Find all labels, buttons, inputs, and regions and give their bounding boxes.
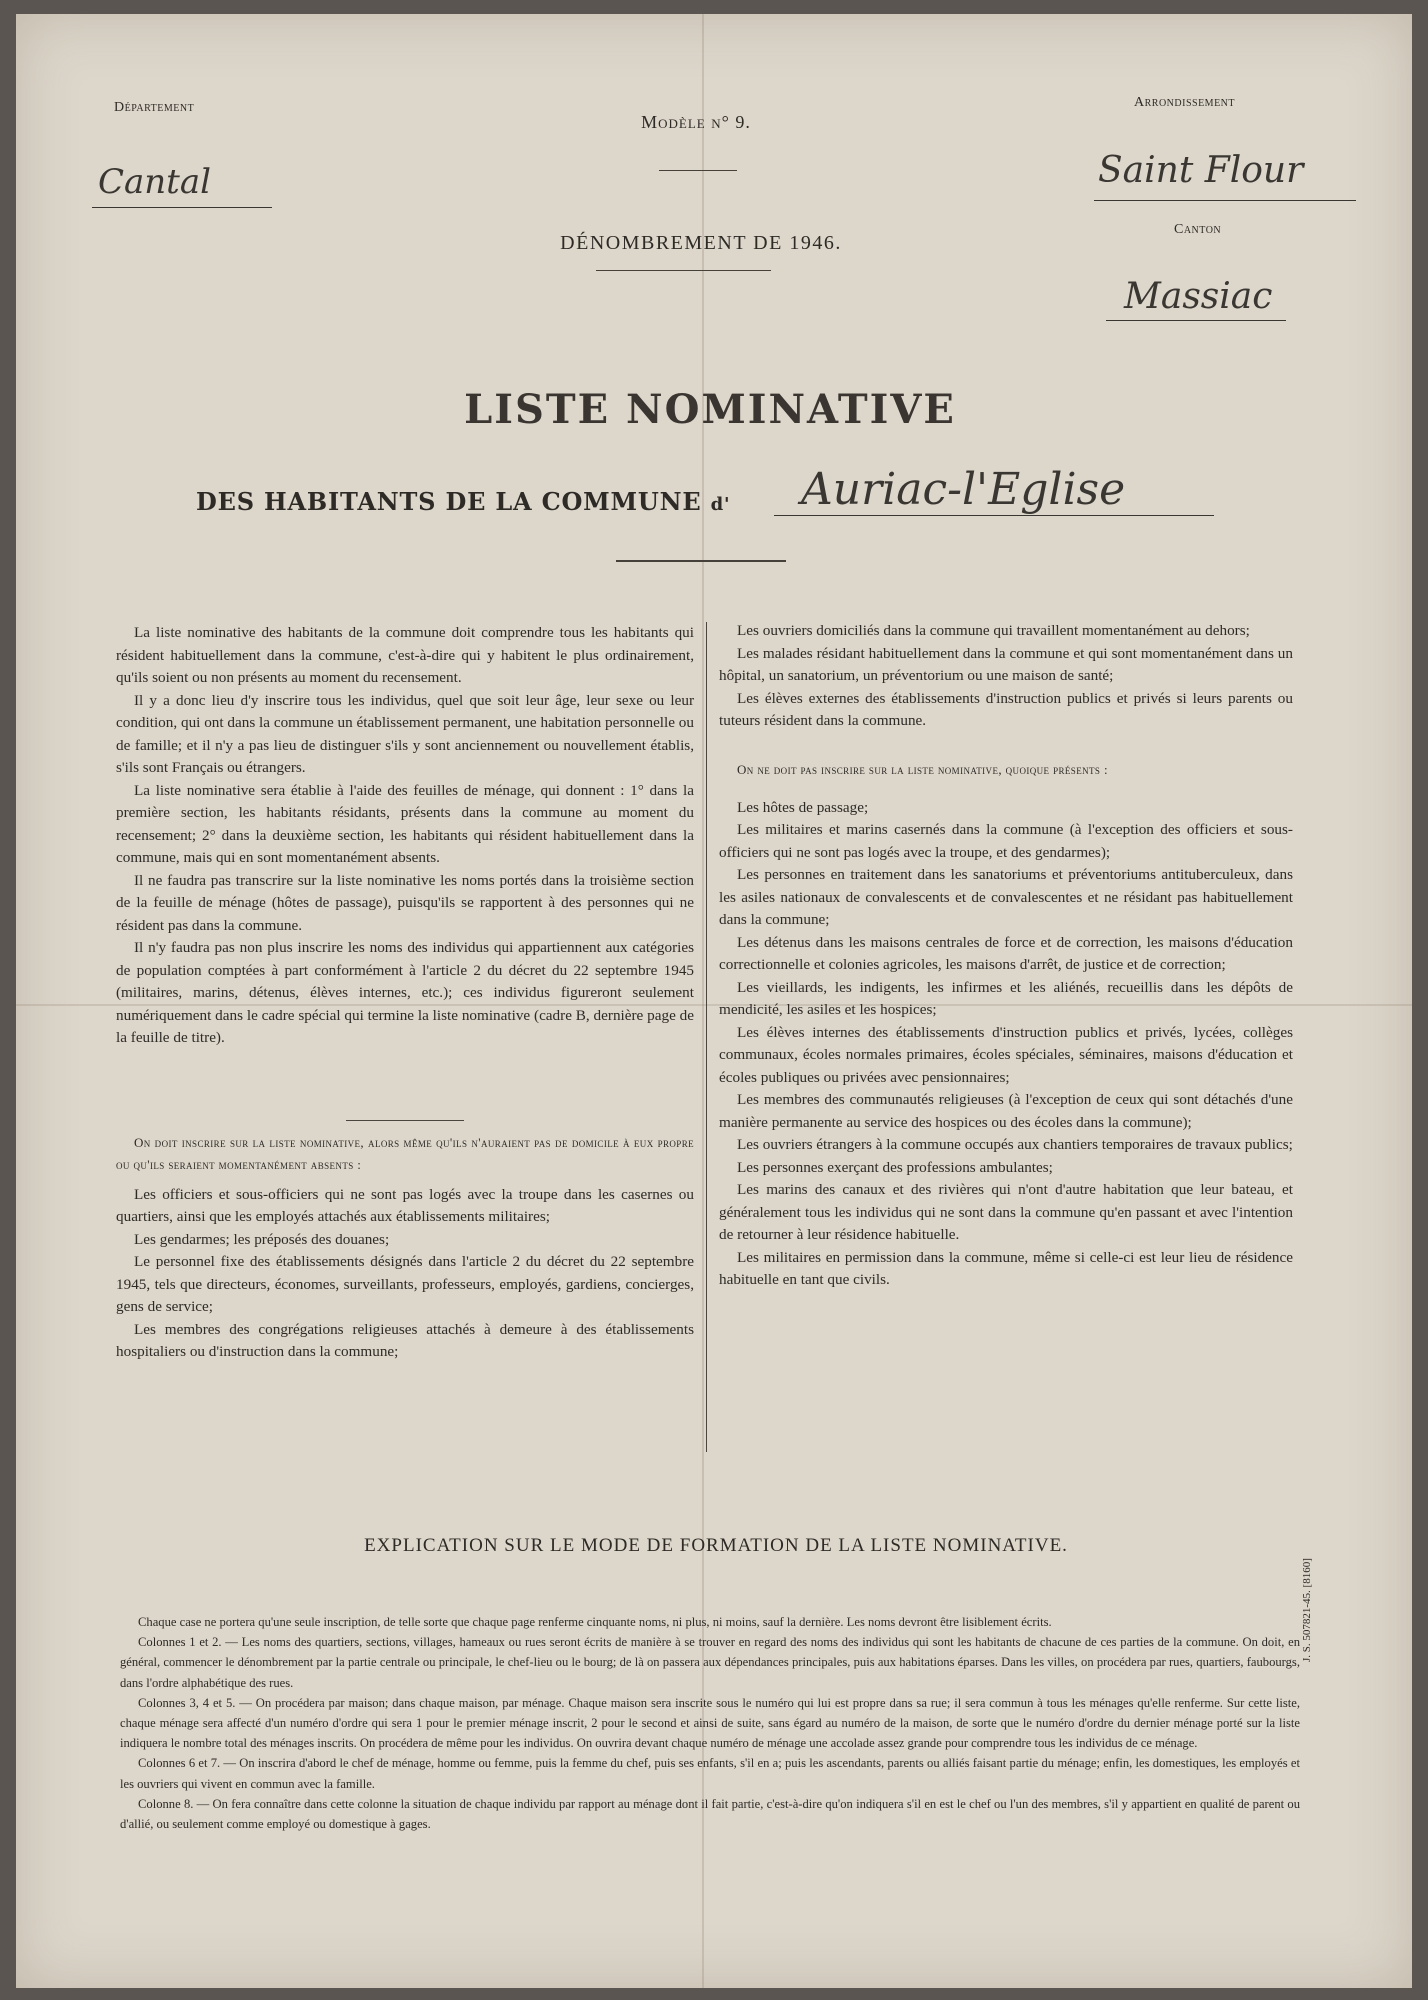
arrondissement-label: Arrondissement [1134,95,1236,110]
explication-paragraph-2: Colonnes 1 et 2. — Les noms des quartiers, sections, villages, hameaux ou rues seront écrits de manière à se trouver en regard des noms des individus qui sont les habitants de chacune de ces parties de la commune. On doit, en général, commencer le dénombrement par la partie centrale ou principale, le chef-lieu ou le bourg; de là on passera aux dépendances principales, puis aux habitations éparses. Dans les villes, on procédera par rues, quartiers, faubourgs, dans l'ordre alphabétique des rues. [120,1635,1300,1690]
departement-underline [92,207,272,208]
canton-handwritten: Massiac [1124,276,1273,317]
commune-handwritten: Auriac-l'Eglise [801,464,1126,515]
right-item-top-1: Les ouvriers domiciliés dans la commune qui travaillent momentanément au dehors; [737,622,1250,639]
right-item-top-3: Les élèves externes des établissements d'instruction publics et privés si leurs parents ou tuteurs résident dans la commune. [719,689,1293,729]
left-paragraph-2: Il y a donc lieu d'y inscrire tous les individus, quel que soit leur âge, leur sexe ou leur condition, qui ont dans la commune un établissement permanent, une habitation personnelle ou de famille; et il n'y a pas lieu de distinguer s'ils y sont anciennement ou nouvellement établis, s'ils sont Français ou étrangers. [116,691,694,776]
commune-underline [774,515,1214,516]
left-paragraph-5: Il n'y faudra pas non plus inscrire les noms des individus qui appartiennent aux catégories de population comptées à part conformément à l'article 2 du décret du 22 septembre 1945 (militaires, marins, détenus, élèves internes, etc.); ces individus figureront seulement numériquement dans le cadre spécial qui termine la liste nominative (cadre B, dernière page de la feuille de titre). [116,939,694,1046]
explication-paragraph-1: Chaque case ne portera qu'une seule inscription, de telle sorte que chaque page renferme cinquante noms, ni plus, ni moins, sauf la dernière. Les noms devront être lisiblement écrits. [138,1615,1052,1629]
right-item-1: Les hôtes de passage; [737,798,869,816]
left-paragraph-4: Il ne faudra pas transcrire sur la liste nominative les noms portés dans la troisième section de la feuille de ménage (hôtes de passage), puisqu'ils se rapportent à des personnes qui ne résident pas dans la commune. [116,871,694,934]
census-sheet [16,14,1412,1988]
left-item-1: Les officiers et sous-officiers qui ne sont pas logés avec la troupe dans les casernes ou quartiers, ainsi que les employés attachés aux établissements militaires; [116,1185,694,1225]
right-item-10: Les marins des canaux et des rivières qui n'ont d'autre habitation que leur bateau, et généralement tous les individus qui ne sont dans la commune qu'en passant et avec l'intention de retourner à leur résidence habituelle. [719,1181,1293,1243]
right-column [719,620,1293,1292]
denombrement-heading: DÉNOMBREMENT DE 1946. [560,232,842,254]
document-subtitle [196,487,730,516]
subtitle-text: DES HABITANTS DE LA COMMUNE [196,487,702,516]
left-column [116,622,694,1364]
explication-paragraph-4: Colonnes 6 et 7. — On inscrira d'abord le chef de ménage, homme ou femme, puis la femme du chef, puis ses enfants, s'il en a; puis les ascendants, parents ou alliés faisant partie du ménage; enfin, les domestiques, les employés et les ouvriers qui vivent en commun avec la famille. [120,1756,1300,1791]
right-item-7: Les membres des communautés religieuses (à l'exception de ceux qui sont détachés d'une manière permanente au service des hospices ou des écoles dans la commune); [719,1091,1293,1131]
right-heading-gap [719,781,1293,797]
explication-paragraph-3: Colonnes 3, 4 et 5. — On procédera par maison; dans chaque maison, par ménage. Chaque maison sera inscrite sous le numéro qui lui est propre dans sa rue; il sera commun à tous les ménages qu'elle renferme. Sur cette liste, chaque ménage sera affecté d'un numéro d'ordre qui sera 1 pour le premier ménage inscrit, 2 pour le second et ainsi de suite, sans égard au numéro de la maison, de sorte que le numéro d'ordre du dernier ménage porté sur la liste indiquera le nombre total des ménages inscrits. On procédera de même pour les individus. On ouvrira devant chaque numéro de ménage une accolade assez grande pour comprendre tous les individus de ce ménage. [120,1695,1300,1751]
canton-underline [1106,320,1286,321]
explication-title: EXPLICATION SUR LE MODE DE FORMATION DE LA LISTE NOMINATIVE. [364,1535,1068,1556]
left-column-rule [346,1120,464,1121]
left-section-heading: On doit inscrire sur la liste nominative, alors même qu'ils n'auraient pas de domicile à eux propre ou qu'ils seraient momentanément absents : [116,1134,694,1172]
right-item-6: Les élèves internes des établissements d'instruction publics et privés, lycées, collèges communaux, écoles normales primaires, écoles spéciales, séminaires, maisons d'éducation et écoles publiques ou privées avec pensionnaires; [719,1023,1293,1086]
title-rule [616,560,786,562]
left-item-2: Les gendarmes; les préposés des douanes; [134,1230,390,1248]
right-section-heading: On ne doit pas inscrire sur la liste nominative, quoique présents : [737,761,1108,777]
explication-body [120,1612,1300,1834]
denombrement-rule [596,270,771,271]
left-heading-gap [116,1176,694,1184]
left-paragraph-1: La liste nominative des habitants de la commune doit comprendre tous les habitants qui résident habituellement dans la commune, c'est-à-dire qui y habitent le plus ordinairement, qu'ils soient ou non présents au moment du recensement. [116,624,694,686]
right-item-4: Les détenus dans les maisons centrales de force et de correction, les maisons d'éducation correctionnelle et colonies agricoles, les maisons d'arrêt, de justice et de correction; [719,933,1293,973]
right-item-5: Les vieillards, les indigents, les infirmes et les aliénés, recueillis dans les dépôts de mendicité, les asiles et les hospices; [719,978,1293,1018]
left-item-3: Le personnel fixe des établissements désignés dans l'article 2 du décret du 22 septembre 1945, tels que directeurs, économes, surveillants, professeurs, employés, gardiens, concierges, gens de service; [116,1253,694,1315]
printer-code: J. S. 507821-45. [8160] [1301,1558,1313,1662]
right-item-top-2: Les malades résidant habituellement dans la commune et qui sont momentanément dans un hôpital, un sanatorium, un préventorium ou une maison de santé; [719,644,1293,684]
column-divider [706,622,707,1452]
arrondissement-handwritten: Saint Flour [1098,150,1304,191]
modele-rule [659,170,737,171]
right-item-9: Les personnes exerçant des professions ambulantes; [737,1158,1053,1176]
subtitle-suffix: d' [710,494,731,515]
right-item-11: Les militaires en permission dans la commune, même si celle-ci est leur lieu de résidence habituelle en tant que civils. [719,1248,1293,1288]
right-item-3: Les personnes en traitement dans les sanatoriums et préventoriums antituberculeux, dans les asiles nationaux de convalescents et de convalescentes et ne résidant pas habituellement dans la commune; [719,866,1293,928]
document-title: LISTE NOMINATIVE [464,386,956,433]
canton-label: Canton [1174,222,1222,237]
explication-paragraph-5: Colonne 8. — On fera connaître dans cette colonne la situation de chaque individu par rapport au ménage dont il fait partie, c'est-à-dire qu'on indiquera s'il en est le chef ou l'un des membres, s'il y appartient en qualité de parent ou d'allié, ou seulement comme employé ou domestique à gages. [120,1796,1300,1832]
arrondissement-underline [1094,200,1356,201]
right-item-8: Les ouvriers étrangers à la commune occupés aux chantiers temporaires de travaux publics; [737,1136,1293,1153]
modele-number: Modèle n° 9. [641,112,751,132]
right-spacer [719,733,1293,759]
departement-label: Département [114,100,195,115]
departement-handwritten: Cantal [98,162,211,202]
left-paragraph-3: La liste nominative sera établie à l'aide des feuilles de ménage, qui donnent : 1° dans la première section, les habitants résidants, présents dans la commune au moment du recensement; 2° dans la deuxième section, les habitants qui résident habituellement dans la commune, mais qui en sont momentanément absents. [116,781,694,866]
left-item-4: Les membres des congrégations religieuses attachés à demeure à des établissements hospitaliers ou d'instruction dans la commune; [116,1320,694,1360]
right-item-2: Les militaires et marins casernés dans la commune (à l'exception des officiers et sous-officiers qui ne sont pas logés avec la troupe, et des gendarmes); [719,821,1293,861]
